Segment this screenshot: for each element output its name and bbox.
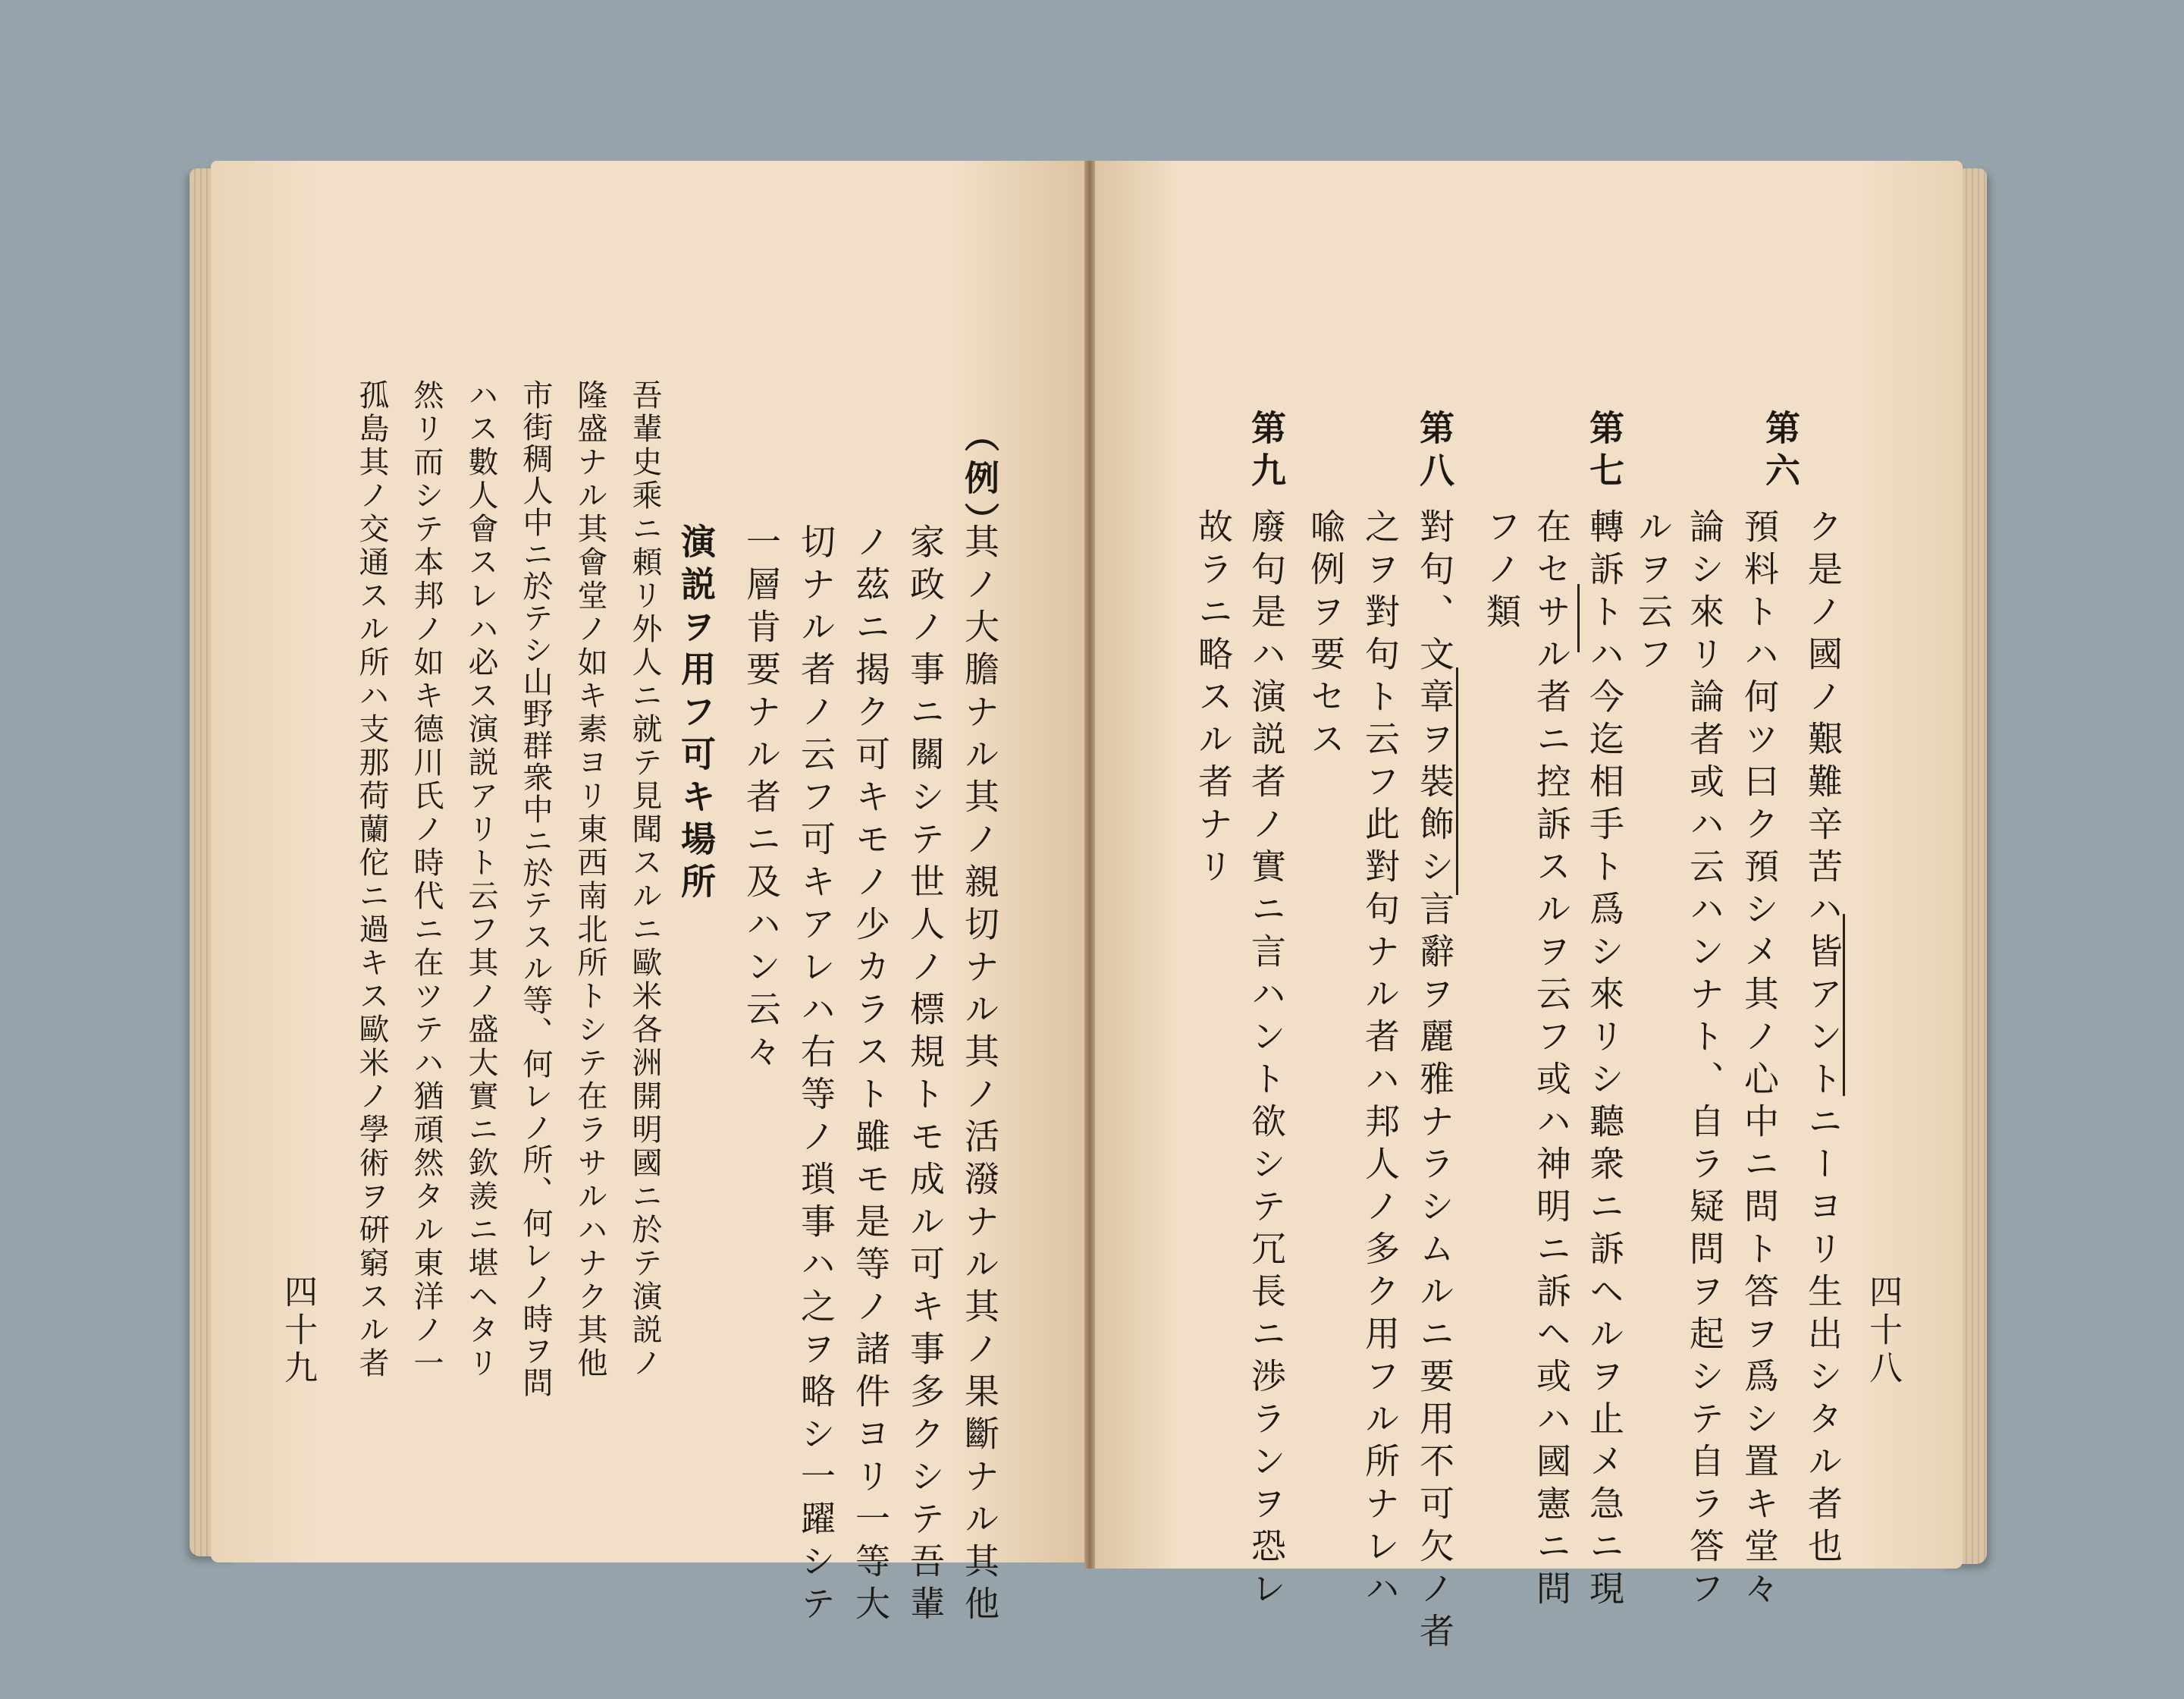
left-col-4: 切ナル者ノ云フ可キアレハ右等ノ瑣事ハ之ヲ略シ一躍シテ	[795, 523, 836, 1628]
left-col-1: 其ノ大膽ナル其ノ親切ナル其ノ活潑ナル其ノ果斷ナル其他	[959, 523, 1000, 1628]
name-mark-line	[1577, 584, 1580, 652]
book-spine	[1084, 161, 1095, 1569]
name-mark-line	[1843, 914, 1845, 1096]
right-col-head-5: 第七	[1584, 410, 1625, 495]
left-col-2: 家政ノ事ニ關シテ世人ノ標規トモ成ル可キ事多クシテ吾輩	[905, 523, 946, 1628]
right-col-head-11: 第九	[1246, 410, 1287, 495]
right-col-7: フノ類	[1481, 508, 1522, 636]
left-col-12: 孤島其ノ交通スル所ハ支那荷蘭佗ニ過キス歐米ノ學術ヲ硏窮スル者	[354, 379, 389, 1380]
right-col-9: 之ヲ對句ト云フ此對句ナル者ハ邦人ノ多ク用フル所ナレハ	[1360, 508, 1401, 1613]
right-col-head-2: 第六	[1760, 410, 1801, 495]
right-col-3: 論シ來リ論者或ハ云ハンナト、自ラ疑問ヲ起シテ自ラ答フ	[1684, 508, 1725, 1613]
left-col-6: 演説ヲ用フ可キ場所	[676, 523, 717, 906]
right-col-1: ク是ノ國ノ艱難辛苦ハ皆アントニーヨリ生出シタル者也	[1803, 508, 1844, 1570]
left-page-number: 四十九	[278, 1274, 317, 1388]
left-col-11: 然リ而シテ本邦ノ如キ德川氏ノ時代ニ在ツテハ猶頑然タル東洋ノ一	[409, 379, 444, 1380]
right-col-6: 在セサル者ニ控訴スルヲ云フ或ハ神明ニ訴ヘ或ハ國憲ニ問	[1531, 508, 1572, 1613]
right-col-8: 對句、文章ヲ裝飾シ言辭ヲ麗雅ナラシムルニ要用不可欠ノ者	[1414, 508, 1455, 1655]
right-col-11: 廢句是ハ演説者ノ實ニ言ハント欲シテ冗長ニ渉ランヲ恐レ	[1246, 508, 1287, 1613]
right-col-12: 故ラニ略スル者ナリ	[1193, 508, 1234, 890]
right-col-head-8: 第八	[1414, 410, 1455, 495]
left-col-9: 市街稠人中ニ於テシ山野群衆中ニ於テスル等、何レノ所、何レノ時ヲ問	[518, 379, 553, 1399]
left-col-8: 隆盛ナル其會堂ノ如キ素ヨリ東西南北所トシテ在ラサルハナク其他	[573, 379, 607, 1380]
left-col-10: ハス數人會スレハ必ス演説アリト云フ其ノ盛大實ニ欽羨ニ堪ヘタリ	[463, 379, 498, 1380]
left-col-7: 吾輩史乘ニ頼リ外人ニ就テ見聞スルニ歐米各洲開明國ニ於テ演説ノ	[627, 379, 662, 1380]
left-col-5: 一層肯要ナル者ニ及ハン云々	[741, 523, 782, 1076]
right-col-2: 預料トハ何ツ曰ク預シメ其ノ心中ニ問ト答ヲ爲シ置キ堂々	[1739, 508, 1780, 1613]
right-col-10: 喩例ヲ要セス	[1305, 508, 1346, 763]
right-col-4: ルヲ云フ	[1633, 508, 1674, 678]
name-mark-line	[1456, 667, 1458, 895]
left-col-3: ノ茲ニ揭ク可キモノ少カラスト雖モ是等ノ諸件ヨリ一等大	[850, 523, 891, 1628]
right-col-5: 轉訴トハ今迄相手ト爲シ來リシ聽衆ニ訴ヘルヲ止メ急ニ現	[1584, 508, 1625, 1613]
left-col-head-1: （例）	[959, 417, 1000, 545]
right-page-number: 四十八	[1863, 1274, 1902, 1388]
